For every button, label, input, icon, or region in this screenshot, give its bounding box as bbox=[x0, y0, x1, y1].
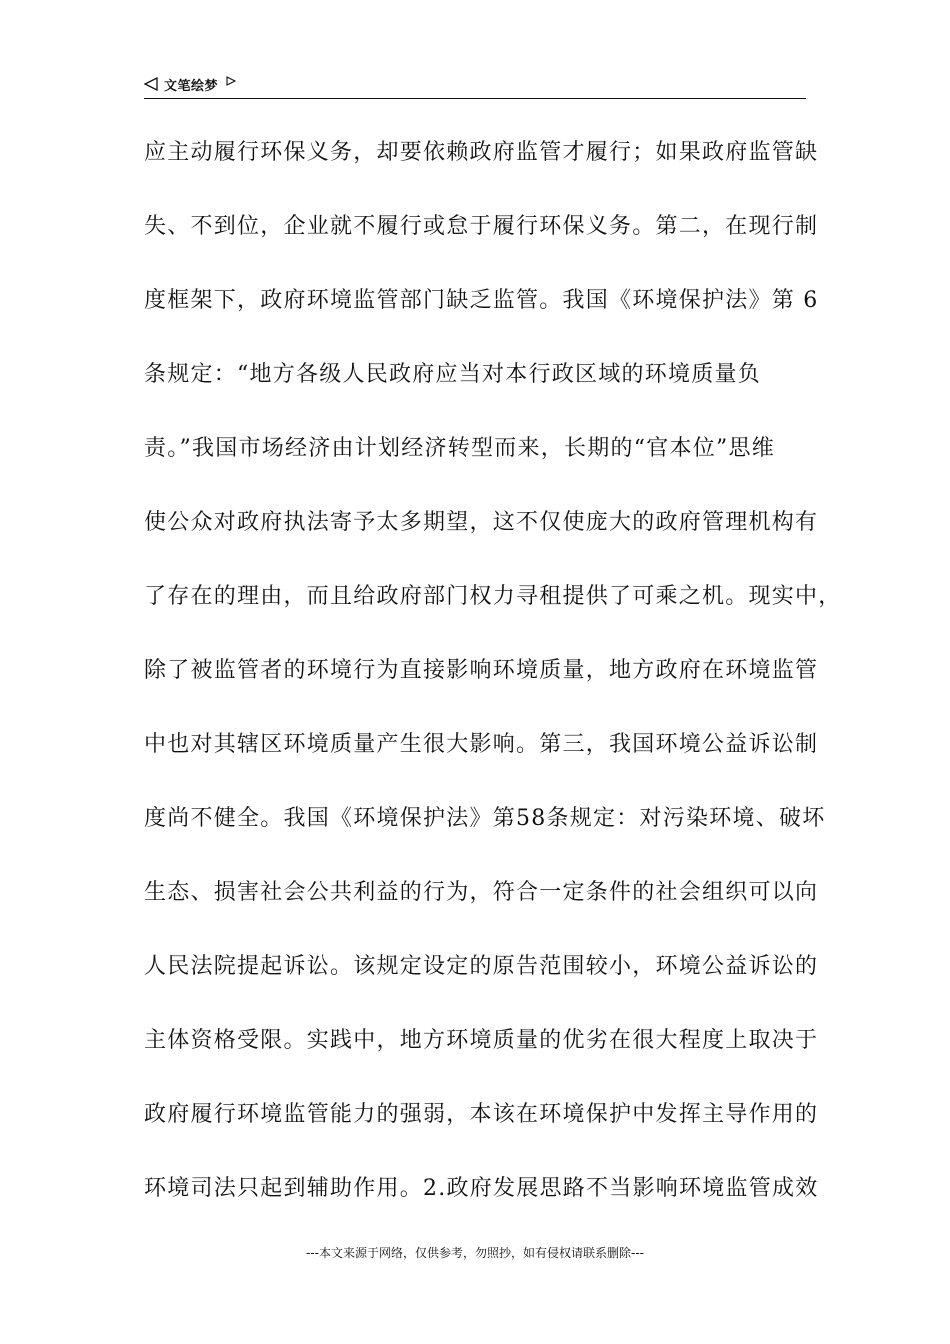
body-line: 失、不到位，企业就不履行或怠于履行环保义务。第二，在现行制 bbox=[144, 214, 819, 239]
triangle-left-icon bbox=[144, 77, 158, 91]
document-body bbox=[144, 128, 842, 1238]
triangle-right-icon bbox=[226, 75, 236, 85]
footer-disclaimer: ---本文来源于网络，仅供参考，勿照抄，如有侵权请联系删除--- bbox=[306, 1246, 644, 1260]
body-line: 使公众对政府执法寄予太多期望，这不仅使庞大的政府管理机构有 bbox=[144, 510, 819, 535]
body-line: 条规定：“地方各级人民政府应当对本行政区域的环境质量负 bbox=[144, 362, 761, 387]
body-line: 主体资格受限。实践中，地方环境质量的优劣在很大程度上取决于 bbox=[144, 1028, 819, 1053]
page-header bbox=[144, 70, 806, 99]
body-line: 政府履行环境监管能力的强弱，本该在环境保护中发挥主导作用的 bbox=[144, 1102, 819, 1127]
header-brand: 文笔绘梦 bbox=[164, 78, 219, 94]
body-line: 环境司法只起到辅助作用。2.政府发展思路不当影响环境监管成效 bbox=[144, 1176, 819, 1201]
body-line: 了存在的理由，而且给政府部门权力寻租提供了可乘之机。现实中， bbox=[144, 584, 842, 609]
body-line: 中也对其辖区环境质量产生很大影响。第三，我国环境公益诉讼制 bbox=[144, 732, 819, 757]
body-line: 度尚不健全。我国《环境保护法》第58条规定：对污染环境、破坏 bbox=[144, 806, 826, 831]
body-line: 应主动履行环保义务，却要依赖政府监管才履行；如果政府监管缺 bbox=[144, 140, 819, 165]
body-line: 生态、损害社会公共利益的行为，符合一定条件的社会组织可以向 bbox=[144, 880, 819, 905]
body-line: 责。”我国市场经济由计划经济转型而来，长期的“官本位”思维 bbox=[144, 436, 775, 461]
body-line: 除了被监管者的环境行为直接影响环境质量，地方政府在环境监管 bbox=[144, 658, 819, 683]
body-line: 人民法院提起诉讼。该规定设定的原告范围较小，环境公益诉讼的 bbox=[144, 954, 819, 979]
body-line: 度框架下，政府环境监管部门缺乏监管。我国《环境保护法》第 6 bbox=[144, 288, 819, 313]
